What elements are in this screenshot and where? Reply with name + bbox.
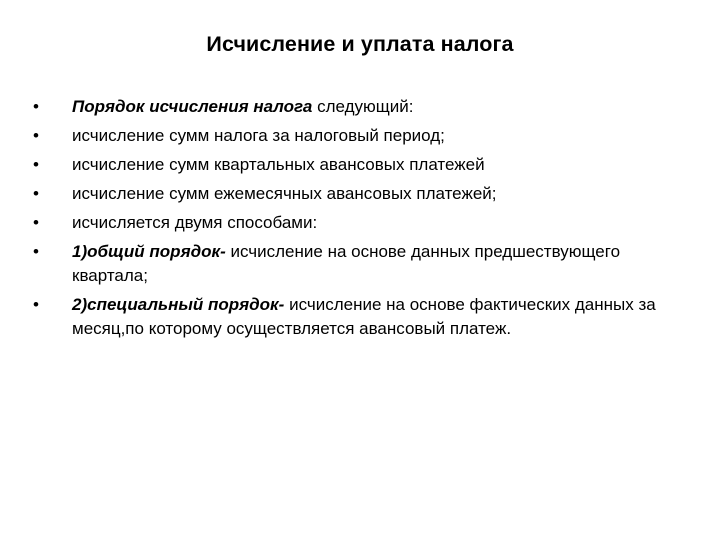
bullet-icon: • bbox=[33, 295, 39, 314]
bullet-icon: • bbox=[33, 126, 39, 145]
bullet-icon: • bbox=[33, 184, 39, 203]
bullet-icon: • bbox=[33, 242, 39, 261]
bullet-list bbox=[30, 95, 690, 346]
bullet-icon: • bbox=[33, 213, 39, 232]
item-text: исчисление на основе фактических данных за месяц,по которому осуществляется авансовый платеж. bbox=[72, 295, 656, 338]
slide-title: Исчисление и уплата налога bbox=[206, 32, 514, 56]
list-item bbox=[30, 124, 690, 148]
item-text: исчисление сумм квартальных авансовых платежей bbox=[72, 155, 485, 174]
emphasis-text: 1)общий порядок- bbox=[72, 242, 226, 261]
bullet-icon: • bbox=[33, 155, 39, 174]
item-text: следующий: bbox=[312, 97, 414, 116]
list-item bbox=[30, 293, 690, 341]
item-text: исчисление сумм ежемесячных авансовых платежей; bbox=[72, 184, 497, 203]
item-text: исчисление на основе данных предшествующего квартала; bbox=[72, 242, 621, 285]
list-item bbox=[30, 95, 690, 119]
item-text: исчисление сумм налога за налоговый период; bbox=[72, 126, 445, 145]
list-item bbox=[30, 240, 690, 288]
list-item bbox=[30, 211, 690, 235]
bullet-icon: • bbox=[33, 97, 39, 116]
list-item bbox=[30, 182, 690, 206]
item-text: исчисляется двумя способами: bbox=[72, 213, 318, 232]
list-item bbox=[30, 153, 690, 177]
emphasis-text: 2)специальный порядок- bbox=[72, 295, 285, 314]
emphasis-text: Порядок исчисления налога bbox=[72, 97, 313, 116]
